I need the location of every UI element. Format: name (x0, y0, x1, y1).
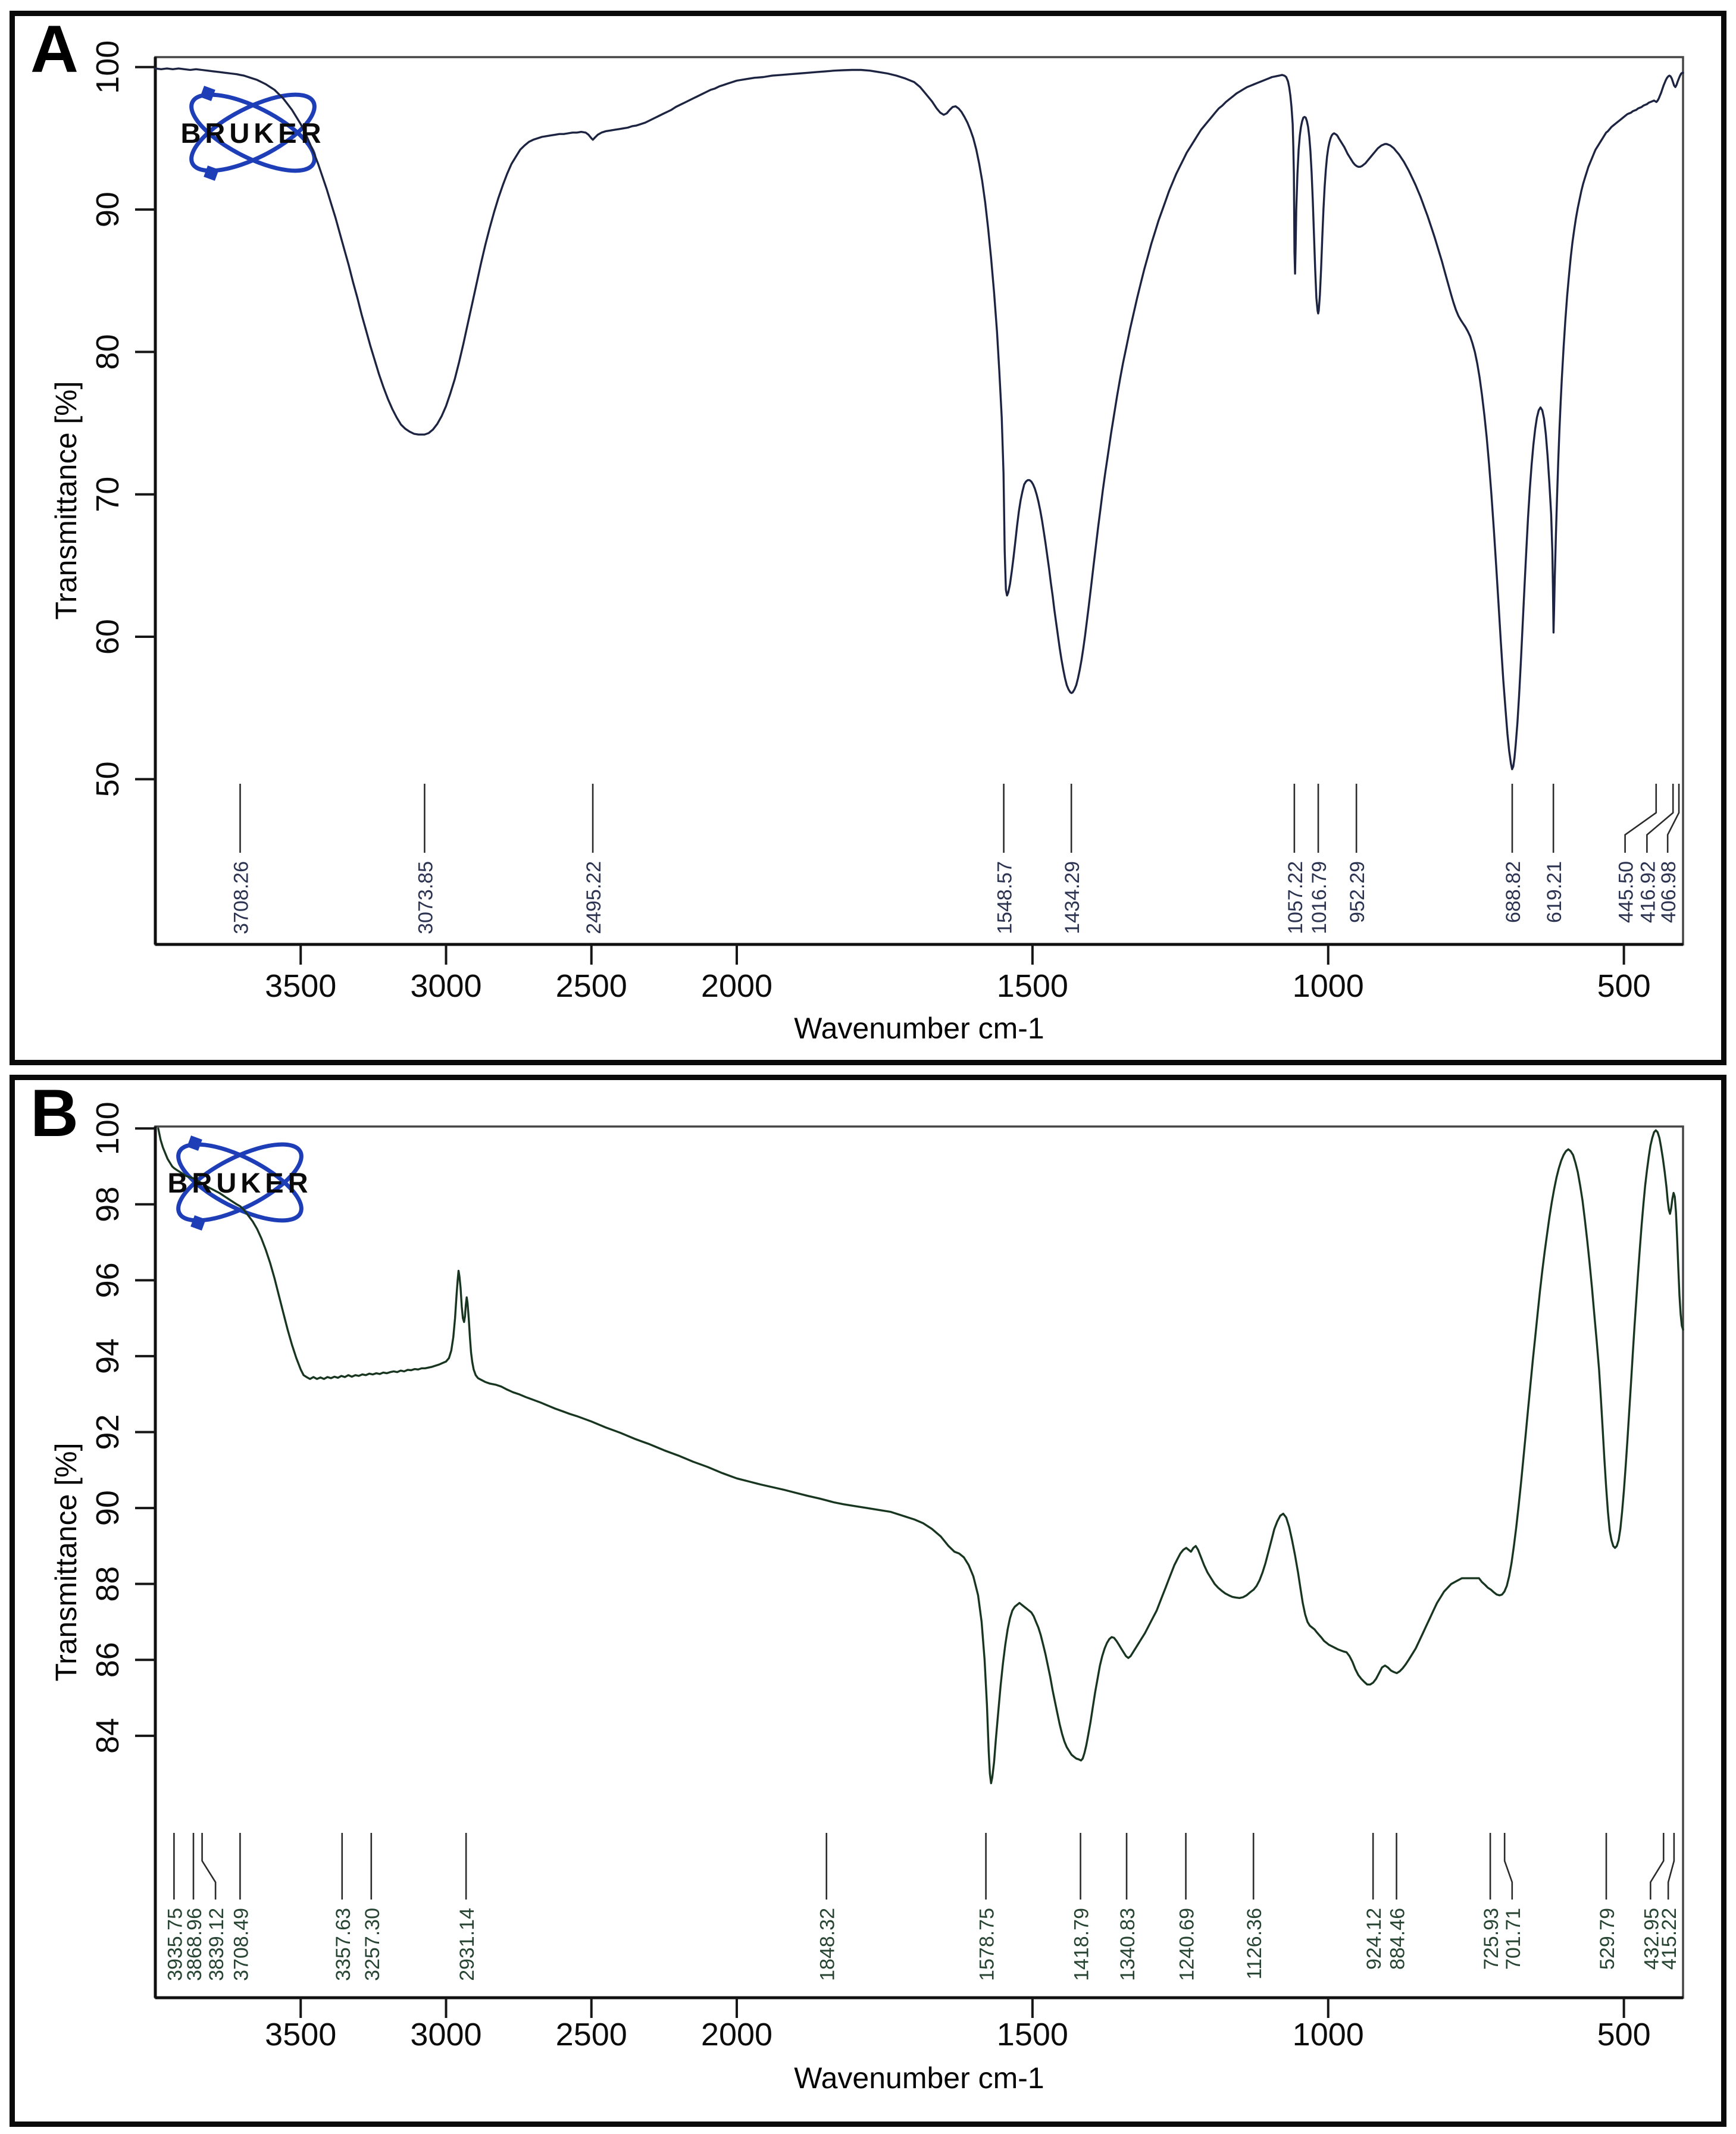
peak-label: 3868.96 (183, 1908, 207, 1981)
peak-label: 529.79 (1596, 1908, 1619, 1970)
x-tick-label: 500 (1597, 2017, 1651, 2052)
y-tick-label: 50 (90, 761, 126, 797)
panel-b-plot (15, 1076, 1721, 2122)
peak-leader-line (202, 1833, 216, 1900)
peak-label: 3708.26 (230, 861, 253, 934)
y-tick-label: 90 (90, 1490, 126, 1526)
panel-a-x-axis-title: Wavenumber cm-1 (794, 1012, 1044, 1045)
y-tick-label: 100 (90, 40, 126, 94)
peak-label: 445.50 (1615, 861, 1638, 923)
y-tick-label: 96 (90, 1262, 126, 1298)
peak-annotations (230, 784, 1681, 934)
peak-leader-line (1625, 784, 1656, 853)
peak-label: 884.46 (1386, 1908, 1409, 1970)
peak-label: 952.29 (1346, 861, 1369, 923)
panel-b-x-axis-title: Wavenumber cm-1 (794, 2061, 1044, 2095)
peak-label: 415.22 (1658, 1908, 1681, 1970)
plot-frame (155, 1127, 1683, 1998)
y-tick-label: 94 (90, 1338, 126, 1374)
peak-label: 1340.83 (1116, 1908, 1140, 1981)
x-tick-label: 3500 (265, 2017, 337, 2052)
peak-label: 1548.57 (993, 861, 1016, 934)
bruker-logo-text: BRUKER (167, 1167, 312, 1199)
panel-b-letter: B (30, 1076, 79, 1150)
peak-label: 688.82 (1502, 861, 1525, 923)
x-tick-label: 3000 (410, 968, 482, 1004)
panel-b (10, 1075, 1726, 2127)
x-tick-label: 2000 (700, 2017, 773, 2052)
logo-dot-icon (190, 1215, 206, 1231)
y-tick-label: 90 (90, 192, 126, 228)
y-tick-label: 60 (90, 619, 126, 655)
x-tick-label: 2000 (700, 968, 773, 1004)
panel-a-letter: A (30, 12, 79, 86)
peak-label: 924.12 (1363, 1908, 1386, 1970)
peak-label: 1848.32 (816, 1908, 839, 1981)
y-axis-ticks (90, 1102, 155, 1754)
panel-b-y-axis-title: Transmittance [%] (49, 1443, 83, 1682)
y-tick-label: 98 (90, 1186, 126, 1222)
x-tick-label: 500 (1597, 968, 1651, 1004)
x-tick-label: 3000 (410, 2017, 482, 2052)
peak-label: 701.71 (1502, 1908, 1525, 1970)
peak-annotations (164, 1833, 1681, 1981)
peak-label: 1578.75 (975, 1908, 999, 1981)
peak-label: 416.92 (1637, 861, 1660, 923)
peak-label: 3935.75 (164, 1908, 187, 1981)
y-tick-label: 100 (90, 1102, 126, 1156)
x-axis-ticks (265, 1998, 1651, 2052)
panel-a (10, 11, 1726, 1065)
y-tick-label: 86 (90, 1642, 126, 1678)
x-tick-label: 3500 (265, 968, 337, 1004)
peak-leader-line (1504, 1833, 1512, 1900)
x-tick-label: 1000 (1292, 2017, 1364, 2052)
y-tick-label: 88 (90, 1566, 126, 1602)
peak-label: 1057.22 (1284, 861, 1307, 934)
peak-label: 1418.79 (1070, 1908, 1093, 1981)
spectrum-curve (158, 1128, 1683, 1783)
peak-label: 3073.85 (414, 861, 437, 934)
x-tick-label: 1500 (996, 968, 1068, 1004)
peak-label: 725.93 (1480, 1908, 1503, 1970)
y-axis-ticks (90, 40, 155, 797)
plot-frame (155, 57, 1683, 944)
peak-label: 432.95 (1640, 1908, 1663, 1970)
peak-label: 1126.36 (1243, 1908, 1266, 1980)
x-axis-ticks (265, 944, 1651, 1004)
panel-a-y-axis-title: Transmittance [%] (49, 381, 83, 620)
peak-label: 3357.63 (331, 1908, 355, 1981)
peak-leader-line (1668, 1833, 1674, 1900)
spectrum-curve (155, 68, 1683, 769)
peak-leader-line (1650, 1833, 1663, 1900)
x-tick-label: 2500 (555, 2017, 627, 2052)
logo-dot-icon (200, 86, 215, 101)
y-tick-label: 80 (90, 334, 126, 370)
logo-dot-icon (187, 1135, 202, 1151)
peak-label: 3708.49 (230, 1908, 253, 1981)
peak-label: 1240.69 (1175, 1908, 1199, 1981)
peak-label: 619.21 (1543, 861, 1566, 923)
y-tick-label: 92 (90, 1414, 126, 1450)
x-tick-label: 1000 (1292, 968, 1364, 1004)
peak-label: 3839.12 (205, 1908, 229, 1981)
bruker-logo-text: BRUKER (180, 117, 326, 149)
logo-dot-icon (204, 165, 219, 181)
peak-label: 2931.14 (456, 1908, 479, 1981)
x-tick-label: 2500 (555, 968, 627, 1004)
peak-label: 1434.29 (1061, 861, 1084, 934)
peak-leader-line (1647, 784, 1673, 853)
peak-label: 406.98 (1657, 861, 1681, 923)
peak-label: 3257.30 (361, 1908, 384, 1981)
peak-label: 1016.79 (1308, 861, 1331, 934)
y-tick-label: 70 (90, 476, 126, 512)
y-tick-label: 84 (90, 1717, 126, 1754)
peak-label: 2495.22 (583, 861, 606, 934)
panel-a-plot (15, 12, 1721, 1060)
x-tick-label: 1500 (996, 2017, 1068, 2052)
